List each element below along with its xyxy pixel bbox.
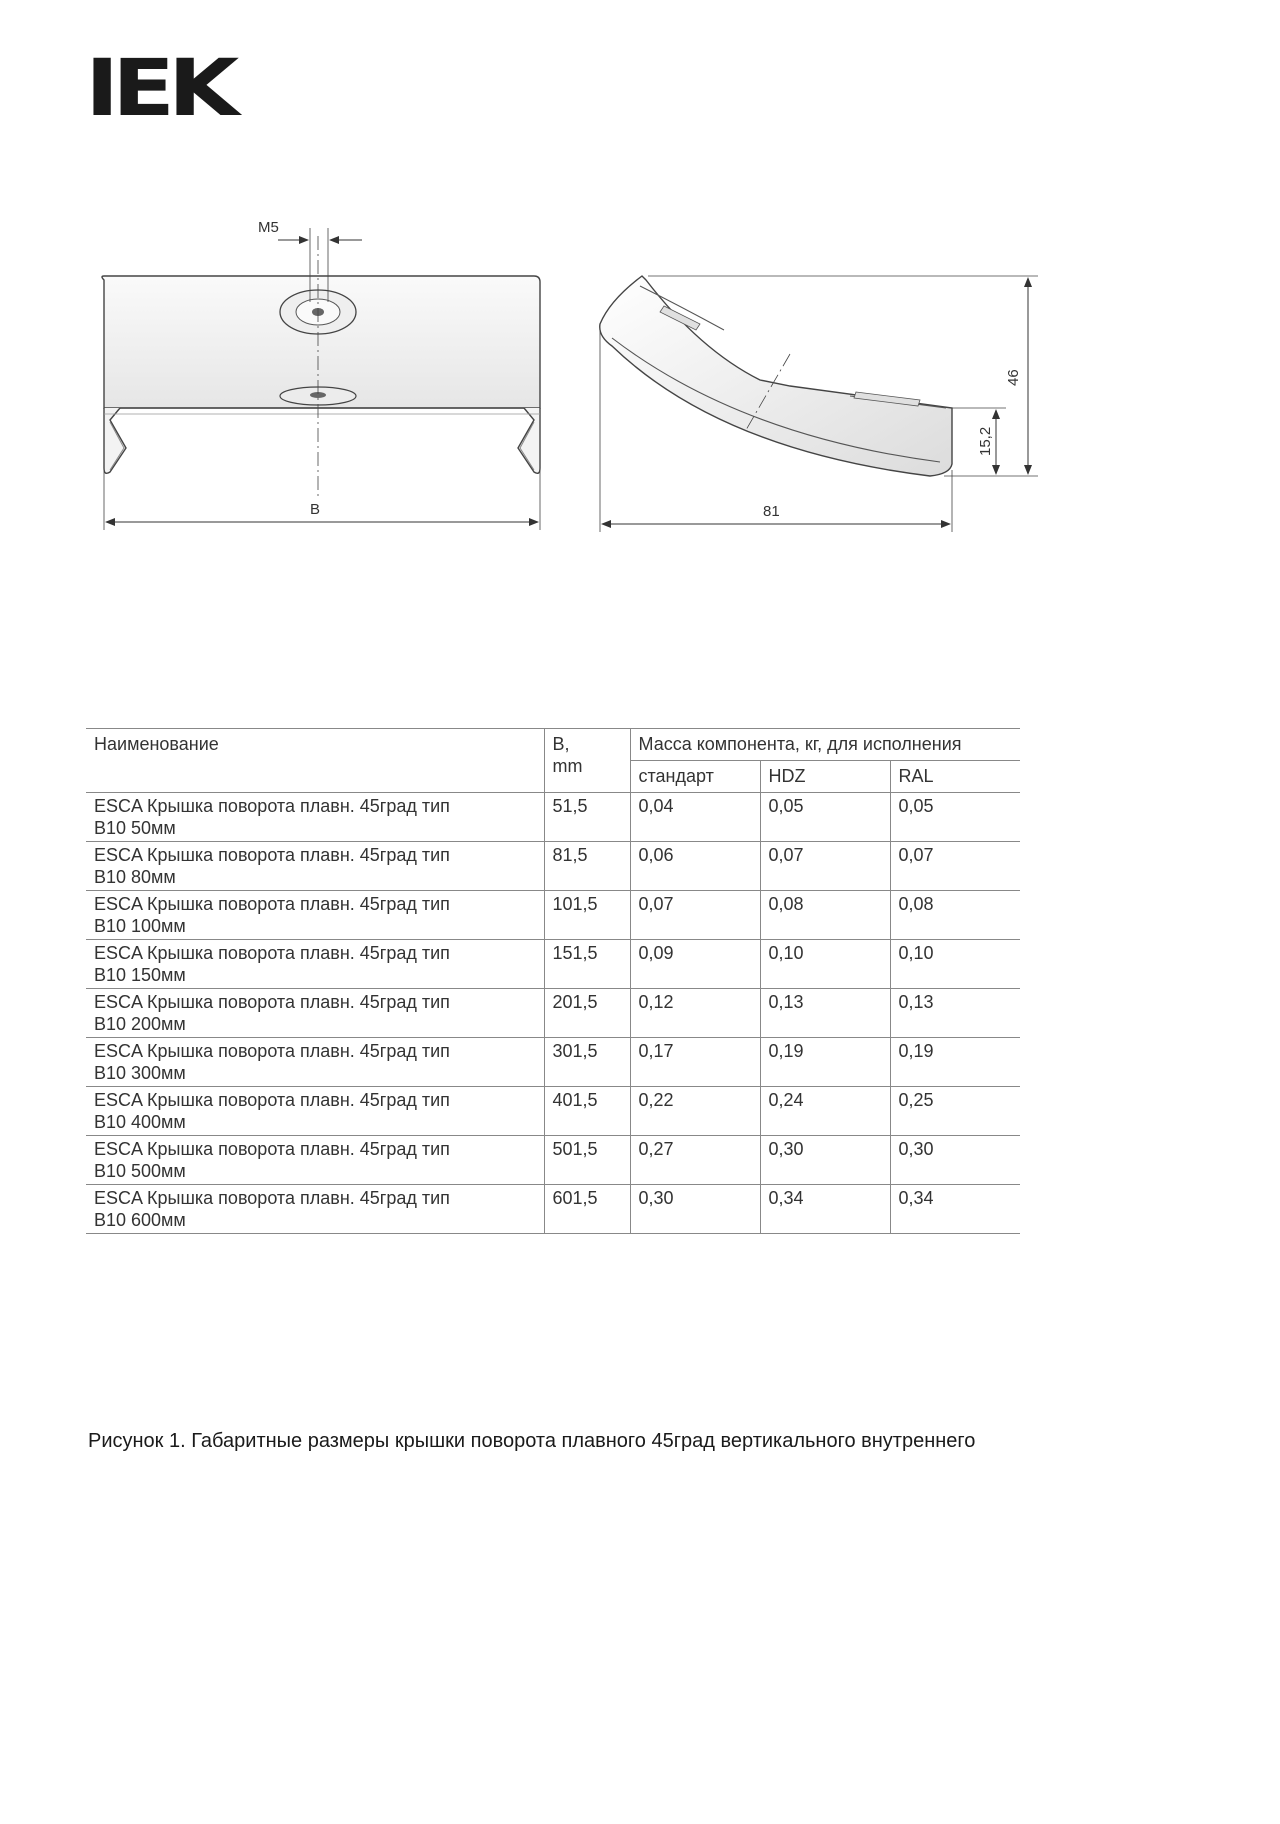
cell-ral: 0,10 [890, 940, 1020, 989]
name-line1: ESCA Крышка поворота плавн. 45град тип [94, 943, 450, 963]
name-line2: B10 300мм [94, 1063, 186, 1083]
cell-hdz: 0,05 [760, 793, 890, 842]
name-line2: B10 200мм [94, 1014, 186, 1034]
cell-hdz: 0,34 [760, 1185, 890, 1234]
technical-drawing [0, 200, 1280, 560]
cell-b: 601,5 [544, 1185, 630, 1234]
name-line2: B10 100мм [94, 916, 186, 936]
cell-hdz: 0,08 [760, 891, 890, 940]
header-hdz: HDZ [760, 761, 890, 793]
table-row [86, 842, 1020, 891]
front-view [102, 219, 540, 530]
name-line2: B10 600мм [94, 1210, 186, 1230]
table-row [86, 1038, 1020, 1087]
name-line1: ESCA Крышка поворота плавн. 45град тип [94, 1188, 450, 1208]
cell-standard: 0,17 [630, 1038, 760, 1087]
cell-name [86, 1087, 544, 1136]
cell-hdz: 0,24 [760, 1087, 890, 1136]
name-line1: ESCA Крышка поворота плавн. 45град тип [94, 845, 450, 865]
name-line2: B10 500мм [94, 1161, 186, 1181]
cell-ral: 0,30 [890, 1136, 1020, 1185]
cell-name [86, 989, 544, 1038]
name-line1: ESCA Крышка поворота плавн. 45град тип [94, 796, 450, 816]
cell-b: 101,5 [544, 891, 630, 940]
name-line1: ESCA Крышка поворота плавн. 45град тип [94, 894, 450, 914]
table-row [86, 989, 1020, 1038]
header-b [544, 729, 630, 793]
logo-text: IEK [85, 44, 233, 134]
dim-15-2: 15,2 [977, 426, 994, 456]
cell-name [86, 940, 544, 989]
name-line2: B10 150мм [94, 965, 186, 985]
table-row [86, 891, 1020, 940]
cell-ral: 0,13 [890, 989, 1020, 1038]
cell-hdz: 0,10 [760, 940, 890, 989]
cell-b: 81,5 [544, 842, 630, 891]
dim-b: B [310, 501, 321, 518]
figure-caption: Рисунок 1. Габаритные размеры крышки поворота плавного 45град вертикального внутреннего [88, 1430, 976, 1452]
cell-b: 401,5 [544, 1087, 630, 1136]
cell-name [86, 1185, 544, 1234]
cell-standard: 0,30 [630, 1185, 760, 1234]
iek-logo [85, 44, 243, 134]
cell-ral: 0,25 [890, 1087, 1020, 1136]
dim-81: 81 [763, 503, 780, 520]
header-ral: RAL [890, 761, 1020, 793]
table-row [86, 1087, 1020, 1136]
dim-46: 46 [1005, 369, 1022, 386]
name-line1: ESCA Крышка поворота плавн. 45град тип [94, 1041, 450, 1061]
cell-ral: 0,05 [890, 793, 1020, 842]
header-b-line1: B, [552, 734, 570, 754]
cell-standard: 0,09 [630, 940, 760, 989]
cell-standard: 0,12 [630, 989, 760, 1038]
table-row [86, 940, 1020, 989]
spec-table [86, 728, 1020, 1234]
name-line1: ESCA Крышка поворота плавн. 45град тип [94, 992, 450, 1012]
name-line1: ESCA Крышка поворота плавн. 45град тип [94, 1090, 450, 1110]
name-line1: ESCA Крышка поворота плавн. 45град тип [94, 1139, 450, 1159]
cell-b: 301,5 [544, 1038, 630, 1087]
cell-name [86, 793, 544, 842]
header-standard: стандарт [630, 761, 760, 793]
cell-hdz: 0,30 [760, 1136, 890, 1185]
cell-b: 51,5 [544, 793, 630, 842]
cell-standard: 0,27 [630, 1136, 760, 1185]
name-line2: B10 400мм [94, 1112, 186, 1132]
cell-ral: 0,08 [890, 891, 1020, 940]
table-row [86, 793, 1020, 842]
cell-ral: 0,07 [890, 842, 1020, 891]
dim-m5: M5 [258, 219, 279, 236]
table-row [86, 1185, 1020, 1234]
cell-hdz: 0,07 [760, 842, 890, 891]
cell-ral: 0,34 [890, 1185, 1020, 1234]
cell-name [86, 891, 544, 940]
cell-hdz: 0,13 [760, 989, 890, 1038]
table-row [86, 1136, 1020, 1185]
side-view [600, 276, 1038, 532]
cell-ral: 0,19 [890, 1038, 1020, 1087]
cell-name [86, 842, 544, 891]
cell-name [86, 1136, 544, 1185]
cell-name [86, 1038, 544, 1087]
cell-b: 501,5 [544, 1136, 630, 1185]
cell-standard: 0,04 [630, 793, 760, 842]
cell-standard: 0,07 [630, 891, 760, 940]
header-mass: Масса компонента, кг, для исполнения [630, 729, 1020, 761]
header-name: Наименование [86, 729, 544, 793]
table-header-row [86, 729, 1020, 761]
name-line2: B10 80мм [94, 867, 176, 887]
cell-standard: 0,06 [630, 842, 760, 891]
cell-standard: 0,22 [630, 1087, 760, 1136]
cell-b: 151,5 [544, 940, 630, 989]
cell-hdz: 0,19 [760, 1038, 890, 1087]
cell-b: 201,5 [544, 989, 630, 1038]
name-line2: B10 50мм [94, 818, 176, 838]
header-b-line2: mm [552, 756, 583, 776]
